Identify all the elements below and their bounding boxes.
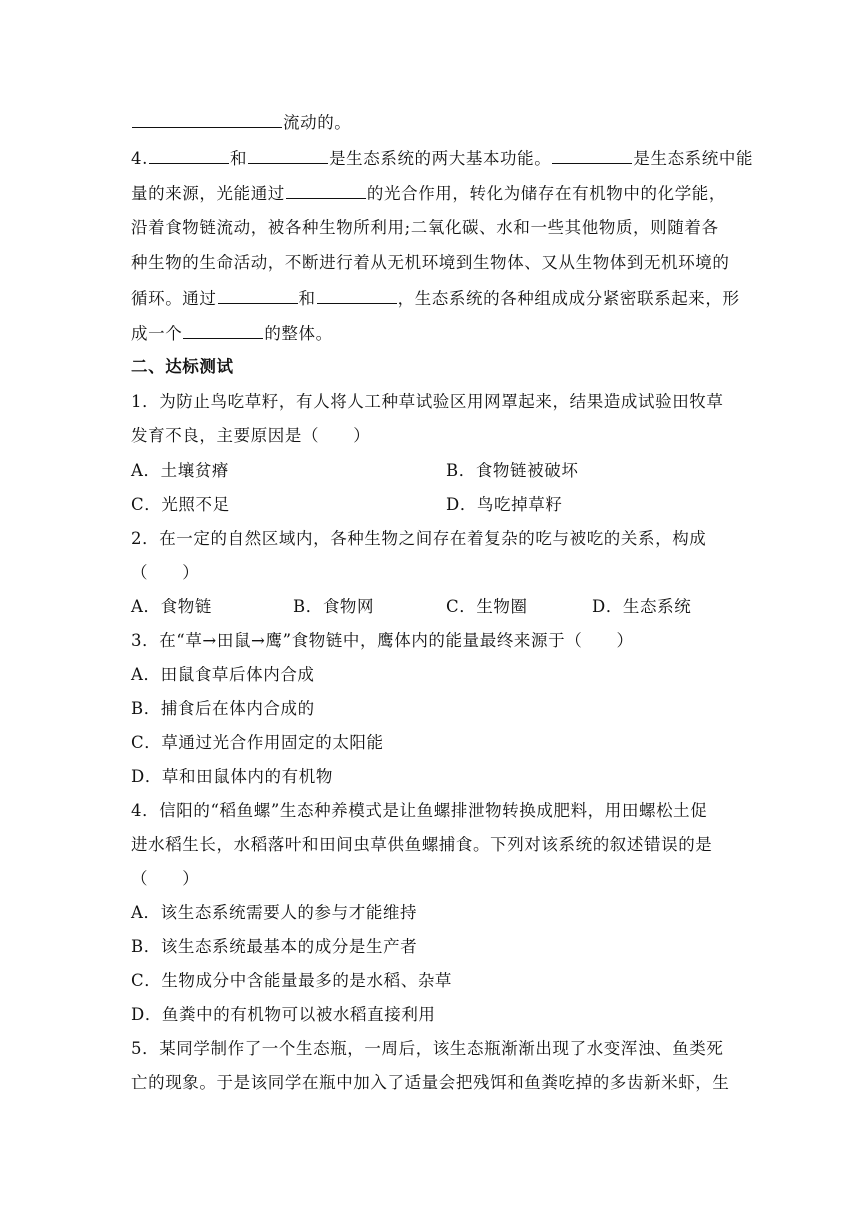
section-title: 二、达标测试 xyxy=(131,357,234,376)
answer-blank[interactable] xyxy=(552,146,632,164)
option-text: B．捕食后在体内合成的 xyxy=(131,699,315,718)
question-2-option-c[interactable] xyxy=(446,595,586,619)
question-3-stem-line-1: 3．在“草→田鼠→鹰”食物链中，鹰体内的能量最终来源于（ ） xyxy=(131,631,634,650)
fill-in-q4-line-2 xyxy=(131,181,741,206)
question-1-stem-line-1: 1．为防止鸟吃草籽，有人将人工种草试验区用网罩起来，结果造成试验田牧草 xyxy=(131,392,724,411)
option-text: C．光照不足 xyxy=(131,495,230,514)
question-3-option-b[interactable] xyxy=(131,697,741,721)
option-text: A．该生态系统需要人的参与才能维持 xyxy=(131,903,418,922)
question-1-option-b[interactable] xyxy=(446,459,736,483)
question-2-stem-line-1: 2．在一定的自然区域内，各种生物之间存在着复杂的吃与被吃的关系，构成 xyxy=(131,529,707,548)
answer-blank[interactable] xyxy=(218,286,298,304)
question-2-option-b[interactable] xyxy=(293,595,433,619)
question-4-option-b[interactable] xyxy=(131,935,741,959)
fill-in-q4-line-3: 沿着食物链流动，被各种生物所利用;二氧化碳、水和一些其他物质，则随着各 xyxy=(131,218,719,237)
text: 和 xyxy=(229,149,248,168)
question-2-option-d[interactable] xyxy=(592,595,742,619)
option-text: C．生物成分中含能量最多的是水稻、杂草 xyxy=(131,971,453,990)
option-text: B．该生态系统最基本的成分是生产者 xyxy=(131,937,418,956)
option-text: D．生态系统 xyxy=(592,597,692,616)
option-text: C．草通过光合作用固定的太阳能 xyxy=(131,733,384,752)
fill-in-q4-line-4: 种生物的生命活动，不断进行着从无机环境到生物体、又从生物体到无机环境的 xyxy=(131,253,730,272)
question-3-option-a[interactable] xyxy=(131,663,741,687)
text: ，生态系统的各种组成成分紧密联系起来，形 xyxy=(397,289,740,308)
question-5-stem-line-2: 亡的现象。于是该同学在瓶中加入了适量会把残饵和鱼粪吃掉的多齿新米虾，生 xyxy=(131,1073,730,1092)
answer-blank[interactable] xyxy=(317,286,397,304)
option-text: C．生物圈 xyxy=(446,597,528,616)
option-text: D．鱼粪中的有机物可以被水稻直接利用 xyxy=(131,1005,436,1024)
question-3-option-c[interactable] xyxy=(131,731,741,755)
fill-in-line-1 xyxy=(131,110,741,135)
fill-in-q4-line-6 xyxy=(131,321,741,346)
answer-blank[interactable] xyxy=(183,321,263,339)
answer-blank[interactable] xyxy=(248,146,328,164)
text: 成一个 xyxy=(131,324,183,343)
option-text: A．食物链 xyxy=(131,597,212,616)
question-4-option-a[interactable] xyxy=(131,901,741,925)
text: 量的来源，光能通过 xyxy=(131,184,285,203)
question-3-option-d[interactable] xyxy=(131,765,741,789)
option-text: D．鸟吃掉草籽 xyxy=(446,495,563,514)
option-text: B．食物网 xyxy=(293,597,375,616)
text: 流动的。 xyxy=(283,113,352,132)
question-5-stem-line-1: 5．某同学制作了一个生态瓶，一周后，该生态瓶渐渐出现了水变浑浊、鱼类死 xyxy=(131,1039,724,1058)
question-1-stem-line-2: 发育不良，主要原因是（ ） xyxy=(131,426,371,445)
question-2-stem-line-2: （ ） xyxy=(131,563,200,582)
question-4-option-d[interactable] xyxy=(131,1003,741,1027)
question-4-stem-line-1: 4．信阳的“稻鱼螺”生态种养模式是让鱼螺排泄物转换成肥料，用田螺松土促 xyxy=(131,801,708,820)
question-2-option-a[interactable] xyxy=(131,595,281,619)
question-4-option-c[interactable] xyxy=(131,969,741,993)
fill-in-q4-line-1 xyxy=(131,146,754,171)
text: 的整体。 xyxy=(264,324,333,343)
text: 的光合作用，转化为储存在有机物中的化学能， xyxy=(366,184,727,203)
answer-blank[interactable] xyxy=(132,110,282,128)
fill-in-q4-line-5 xyxy=(131,286,741,311)
question-number: 4. xyxy=(131,149,148,168)
answer-blank[interactable] xyxy=(149,146,229,164)
option-text: A．田鼠食草后体内合成 xyxy=(131,665,315,684)
text: 是生态系统中能 xyxy=(633,149,754,168)
question-4-stem-line-3: （ ） xyxy=(131,869,200,888)
option-text: D．草和田鼠体内的有机物 xyxy=(131,767,333,786)
answer-blank[interactable] xyxy=(286,181,366,199)
option-text: B．食物链被破坏 xyxy=(446,461,579,480)
text: 是生态系统的两大基本功能。 xyxy=(329,149,552,168)
option-text: A．土壤贫瘠 xyxy=(131,461,230,480)
question-1-option-d[interactable] xyxy=(446,493,736,517)
text: 循环。通过 xyxy=(131,289,217,308)
question-4-stem-line-2: 进水稻生长，水稻落叶和田间虫草供鱼螺捕食。下列对该系统的叙述错误的是 xyxy=(131,835,713,854)
text: 和 xyxy=(298,289,316,308)
